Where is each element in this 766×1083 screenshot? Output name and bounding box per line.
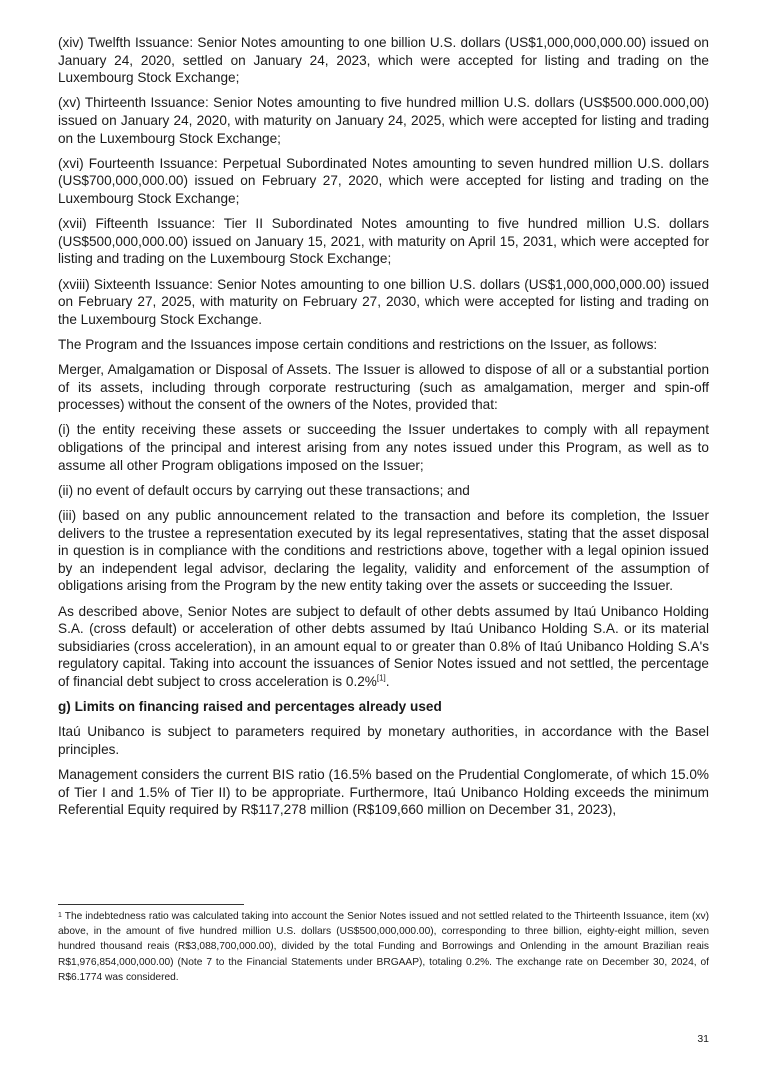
paragraph-condition-ii: (ii) no event of default occurs by carrying out these transactions; and bbox=[58, 482, 470, 498]
page-number: 31 bbox=[697, 1033, 709, 1045]
document-body bbox=[58, 34, 709, 826]
footnote-reference[interactable]: [1] bbox=[376, 673, 386, 683]
footnote-text: The indebtedness ratio was calculated taking into account the Senior Notes issued and not settled related to the Thirteenth Issuance, item (xv) above, in the amount of five hundred million U.S. dollars (US$500,000,000.00), corresponding to three billion, eighty-eight million, seven hundred thousand reais (R$3,088,700,000.00), divided by the total Funding and Borrowings and Onlending in the amount Brazilian reais R$1,976,854,000,000.00) (Note 7 to the Financial Statements under BRGAAP), totaling 0.2%. The exchange rate on December 30, 2024, of R$6.1774 was considered. bbox=[58, 911, 709, 983]
paragraph-bis-ratio: Management considers the current BIS ratio (16.5% based on the Prudential Conglomerate, of which 15.0% of Tier I and 1.5% of Tier II) to be appropriate. Furthermore, Itaú Unibanco Holding exceeds the minimum Referential Equity required by R$117,278 million (R$109,660 million on December 31, 2023), bbox=[58, 767, 709, 818]
footnote-mark: 1 bbox=[58, 912, 62, 919]
paragraph-condition-iii: (iii) based on any public announcement related to the transaction and before its completion, the Issuer delivers to the trustee a representation executed by its legal representatives, stating that the asset disposal in question is in compliance with the conditions and restrictions above, together with a legal opinion issued by an independent legal advisor, declaring the legality, validity and enforcement of the assumption of obligations arising from the Program by the new entity taking over the assets or succeeding the Issuer. bbox=[58, 508, 709, 594]
paragraph-cross-default bbox=[58, 603, 709, 691]
paragraph-fifteenth-issuance: (xvii) Fifteenth Issuance: Tier II Subordinated Notes amounting to five hundred million U.S. dollars (US$500,000,000.00) issued on January 15, 2021, with maturity on April 15, 2031, which were accepted for listing and trading on the Luxembourg Stock Exchange; bbox=[58, 216, 709, 267]
footnote-divider bbox=[58, 904, 244, 905]
paragraph-merger-amalgamation: Merger, Amalgamation or Disposal of Assets. The Issuer is allowed to dispose of all or a substantial portion of its assets, including through corporate restructuring (such as amalgamation, merger and spin-off processes) without the consent of the owners of the Notes, provided that: bbox=[58, 362, 709, 413]
paragraph-program-conditions: The Program and the Issuances impose certain conditions and restrictions on the Issuer, as follows: bbox=[58, 336, 658, 352]
paragraph-sixteenth-issuance: (xviii) Sixteenth Issuance: Senior Notes amounting to one billion U.S. dollars (US$1,000,000,000.00) issued on February 27, 2025, with maturity on February 27, 2030, which were accepted for listing and trading on the Luxembourg Stock Exchange. bbox=[58, 276, 709, 327]
cross-default-period: . bbox=[385, 673, 390, 689]
paragraph-condition-i: (i) the entity receiving these assets or succeeding the Issuer undertakes to comply with all repayment obligations of the principal and interest arising from any notes issued under this Program, as well as to assume all other Program obligations imposed on the Issuer; bbox=[58, 422, 709, 473]
paragraph-thirteenth-issuance: (xv) Thirteenth Issuance: Senior Notes amounting to five hundred million U.S. dollars (US$500.000.000,00) issued on January 24, 2020, with maturity on January 24, 2025, which were accepted for listing and trading on the Luxembourg Stock Exchange; bbox=[58, 95, 709, 146]
paragraph-basel-parameters: Itaú Unibanco is subject to parameters required by monetary authorities, in accordance with the Basel principles. bbox=[58, 724, 709, 757]
section-heading-limits: g) Limits on financing raised and percentages already used bbox=[58, 699, 442, 715]
footnote bbox=[58, 909, 709, 985]
cross-default-text: As described above, Senior Notes are subject to default of other debts assumed by Itaú Unibanco Holding S.A. (cross default) or acceleration of other debts assumed by Itaú Unibanco Holding S.A. or its material subsidiaries (cross acceleration), in an amount equal to or greater than 0.8% of Itaú Unibanco Holding S.A's regulatory capital. Taking into account the issuances of Senior Notes issued and not settled, the percentage of financial debt subject to cross acceleration is 0.2% bbox=[58, 603, 709, 689]
paragraph-twelfth-issuance: (xiv) Twelfth Issuance: Senior Notes amounting to one billion U.S. dollars (US$1,000,000,000.00) issued on January 24, 2020, settled on January 24, 2023, which were accepted for listing and trading on the Luxembourg Stock Exchange; bbox=[58, 35, 709, 86]
paragraph-fourteenth-issuance: (xvi) Fourteenth Issuance: Perpetual Subordinated Notes amounting to seven hundred million U.S. dollars (US$700,000,000.00) issued on February 27, 2020, which were accepted for listing and trading on the Luxembourg Stock Exchange; bbox=[58, 155, 709, 206]
